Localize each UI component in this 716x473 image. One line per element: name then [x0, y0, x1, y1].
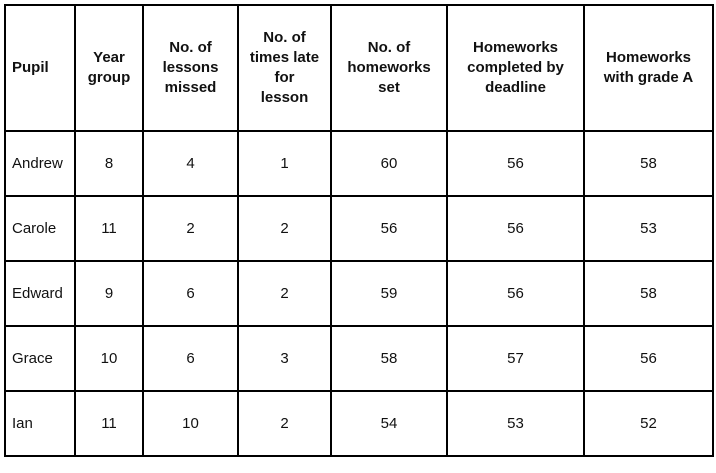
header-line: set	[378, 79, 400, 96]
times-late-cell: 1	[238, 131, 331, 196]
header-line: No. of	[263, 29, 306, 46]
header-lessons-missed	[143, 5, 238, 131]
homeworks-completed-cell: 53	[447, 391, 584, 456]
homeworks-completed-cell: 56	[447, 131, 584, 196]
pupil-records-table-container	[4, 4, 714, 457]
pupil-name-cell: Ian	[5, 391, 75, 456]
homeworks-grade-a-cell: 56	[584, 326, 713, 391]
table-row	[5, 391, 713, 456]
table-row	[5, 326, 713, 391]
homeworks-grade-a-cell: 58	[584, 261, 713, 326]
pupil-name-cell: Andrew	[5, 131, 75, 196]
lessons-missed-cell: 6	[143, 261, 238, 326]
header-year-group	[75, 5, 143, 131]
header-line: lessons	[162, 59, 219, 76]
homeworks-completed-cell: 56	[447, 261, 584, 326]
pupil-name-cell: Edward	[5, 261, 75, 326]
header-line: group	[87, 69, 131, 86]
header-line: lesson	[260, 89, 309, 106]
header-line: completed by	[467, 59, 564, 76]
homeworks-grade-a-cell: 53	[584, 196, 713, 261]
header-line: No. of	[169, 39, 212, 56]
header-line: for	[274, 69, 295, 86]
header-homeworks-set	[331, 5, 447, 131]
header-line: homeworks	[347, 59, 431, 76]
homeworks-set-cell: 54	[331, 391, 447, 456]
header-homeworks-completed	[447, 5, 584, 131]
times-late-cell: 2	[238, 261, 331, 326]
header-line: times late	[249, 49, 320, 66]
header-line: Pupil	[12, 59, 49, 76]
header-line: with grade A	[603, 69, 694, 86]
homeworks-grade-a-cell: 58	[584, 131, 713, 196]
header-line: No. of	[367, 39, 411, 56]
lessons-missed-cell: 2	[143, 196, 238, 261]
lessons-missed-cell: 10	[143, 391, 238, 456]
homeworks-grade-a-cell: 52	[584, 391, 713, 456]
homeworks-set-cell: 59	[331, 261, 447, 326]
year-group-cell: 11	[75, 391, 143, 456]
pupil-name-cell: Grace	[5, 326, 75, 391]
header-row	[5, 5, 713, 131]
times-late-cell: 3	[238, 326, 331, 391]
year-group-cell: 11	[75, 196, 143, 261]
pupil-name-cell: Carole	[5, 196, 75, 261]
header-times-late	[238, 5, 331, 131]
homeworks-set-cell: 60	[331, 131, 447, 196]
homeworks-set-cell: 56	[331, 196, 447, 261]
year-group-cell: 9	[75, 261, 143, 326]
header-pupil	[5, 5, 75, 131]
pupil-records-table	[4, 4, 714, 457]
homeworks-completed-cell: 57	[447, 326, 584, 391]
table-row	[5, 196, 713, 261]
header-line: deadline	[485, 79, 546, 96]
header-homeworks-grade-a	[584, 5, 713, 131]
times-late-cell: 2	[238, 196, 331, 261]
year-group-cell: 8	[75, 131, 143, 196]
header-line: Homeworks	[472, 39, 559, 56]
table-row	[5, 261, 713, 326]
header-line: Year	[93, 49, 125, 66]
table-row	[5, 131, 713, 196]
homeworks-set-cell: 58	[331, 326, 447, 391]
lessons-missed-cell: 6	[143, 326, 238, 391]
year-group-cell: 10	[75, 326, 143, 391]
header-line: missed	[164, 79, 217, 96]
times-late-cell: 2	[238, 391, 331, 456]
lessons-missed-cell: 4	[143, 131, 238, 196]
header-line: Homeworks	[605, 49, 692, 66]
homeworks-completed-cell: 56	[447, 196, 584, 261]
